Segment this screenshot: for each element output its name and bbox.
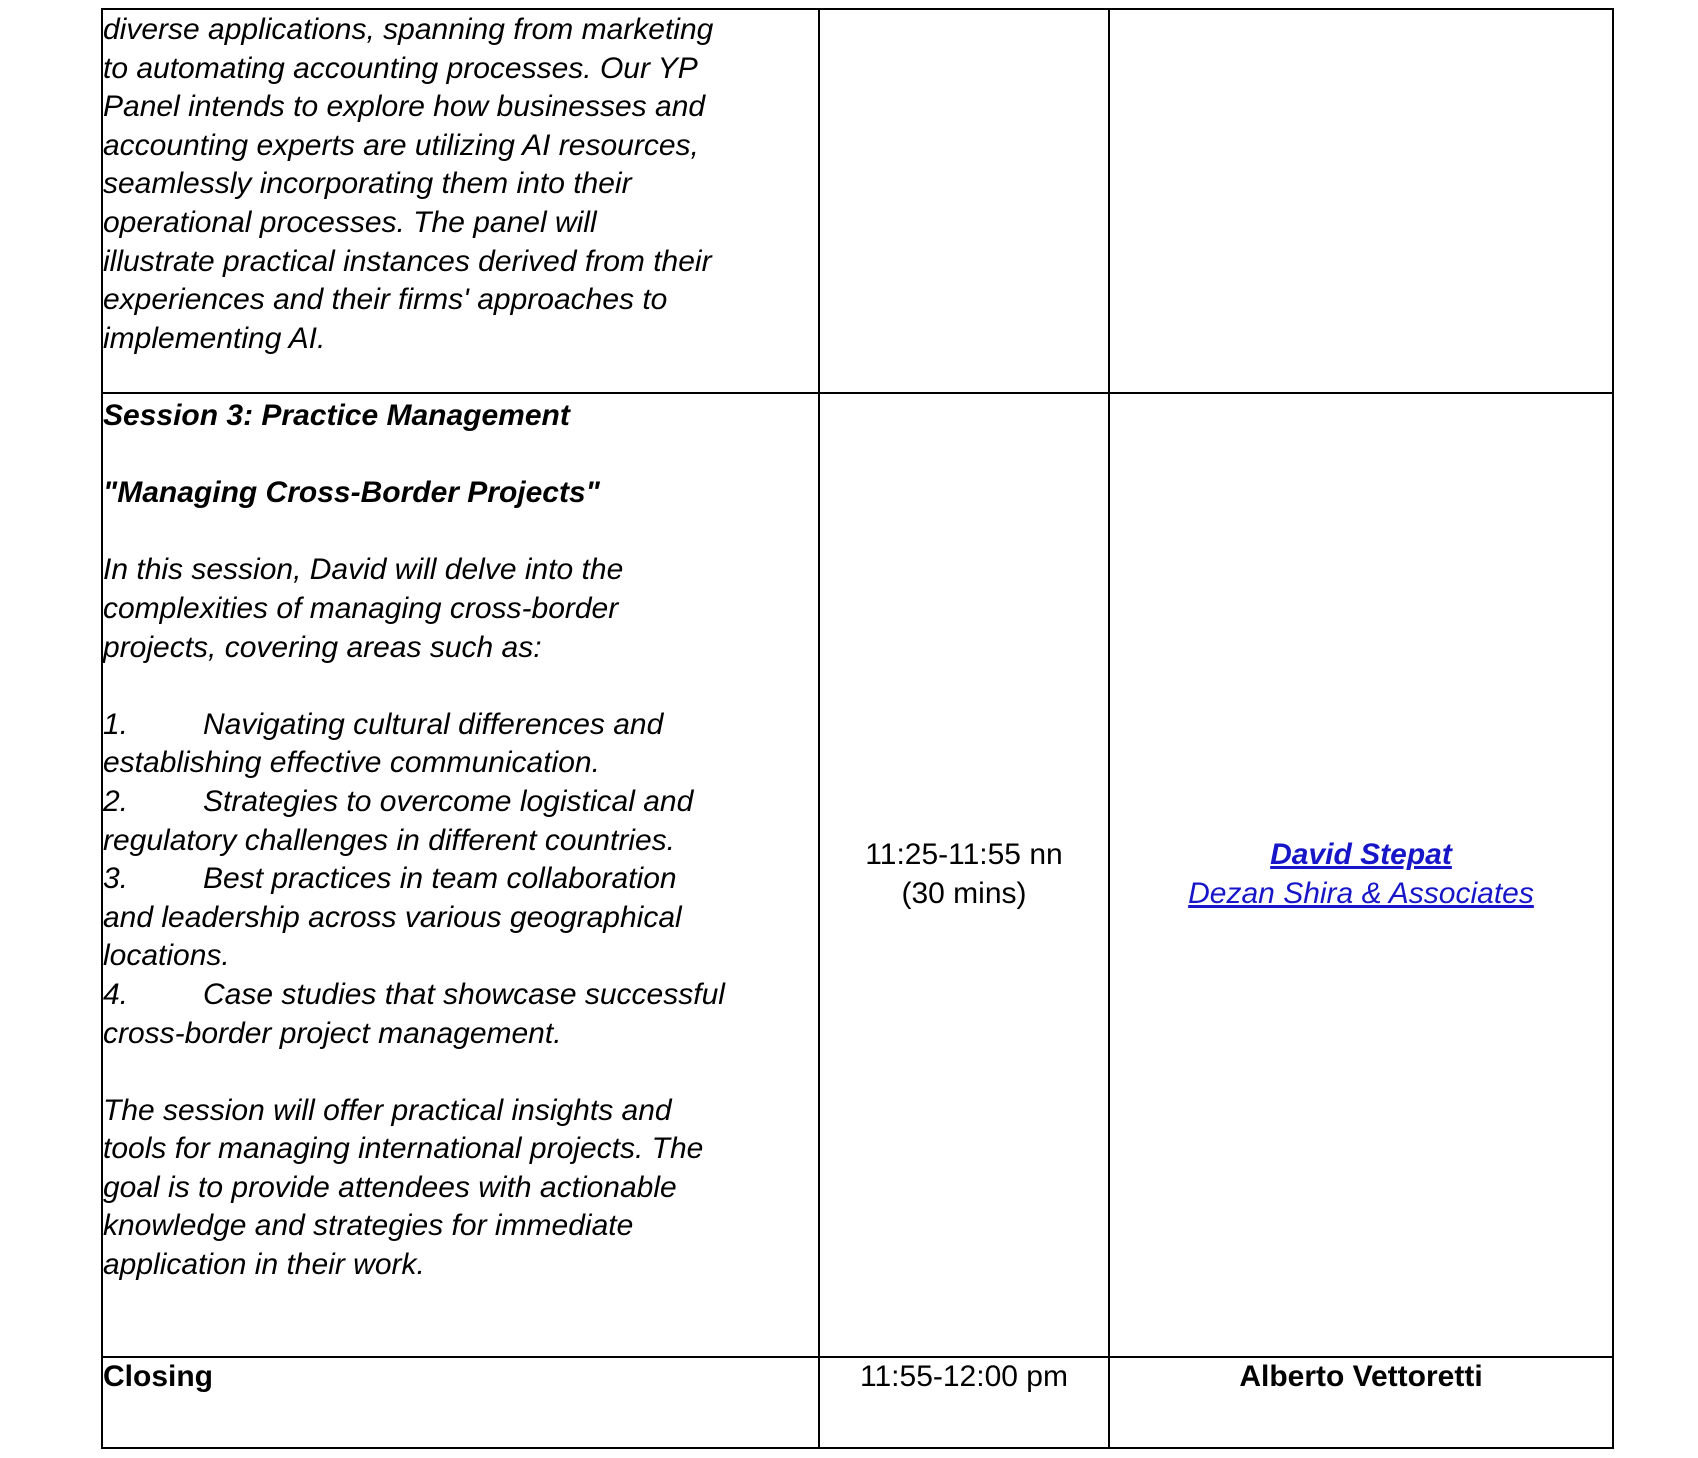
list-item-continuation: and leadership across various geographical bbox=[103, 900, 682, 934]
description-cell bbox=[102, 393, 819, 1357]
description-line: illustrate practical instances derived from their bbox=[103, 244, 712, 278]
description-line: diverse applications, spanning from marketing bbox=[103, 13, 714, 46]
talk-title: "Managing Cross-Border Projects" bbox=[103, 476, 600, 510]
list-number: 1. bbox=[103, 707, 129, 741]
intro-line: In this session, David will delve into the bbox=[103, 553, 624, 587]
speaker-org-link[interactable]: Dezan Shira & Associates bbox=[1188, 877, 1534, 910]
list-item-continuation: cross-border project management. bbox=[103, 1016, 562, 1050]
list-item-continuation: regulatory challenges in different countries. bbox=[103, 823, 675, 857]
list-item-continuation: establishing effective communication. bbox=[103, 746, 600, 780]
speaker-cell bbox=[1109, 393, 1613, 1357]
list-item-continuation: locations. bbox=[103, 939, 230, 973]
description-line: Panel intends to explore how businesses and bbox=[103, 90, 706, 124]
list-item: 1. Navigating cultural differences and bbox=[103, 706, 818, 745]
outro-line: knowledge and strategies for immediate bbox=[103, 1209, 634, 1243]
description-line: seamlessly incorporating them into their bbox=[103, 167, 632, 201]
table-row bbox=[102, 9, 1613, 393]
description-cell bbox=[102, 9, 819, 393]
description-line: accounting experts are utilizing AI resources, bbox=[103, 128, 699, 162]
list-item: 4. Case studies that showcase successful bbox=[103, 976, 818, 1015]
description-line: experiences and their firms' approaches to bbox=[103, 283, 668, 317]
description-line: operational processes. The panel will bbox=[103, 205, 597, 239]
session-time: 11:25-11:55 nn bbox=[865, 838, 1063, 872]
list-item: 2. Strategies to overcome logistical and bbox=[103, 783, 818, 822]
outro-line: tools for managing international projects. The bbox=[103, 1132, 704, 1166]
description-line: to automating accounting processes. Our YP bbox=[103, 51, 698, 85]
speaker-cell bbox=[1109, 9, 1613, 393]
closing-time: 11:55-12:00 pm bbox=[819, 1357, 1109, 1448]
table-row bbox=[102, 1357, 1613, 1448]
closing-speaker: Alberto Vettoretti bbox=[1109, 1357, 1613, 1448]
outro-line: The session will offer practical insights and bbox=[103, 1093, 672, 1127]
time-cell bbox=[819, 9, 1109, 393]
session-duration: (30 mins) bbox=[901, 877, 1027, 910]
speaker-name-link[interactable]: David Stepat bbox=[1270, 838, 1452, 872]
list-number: 2. bbox=[103, 784, 129, 818]
outro-line: application in their work. bbox=[103, 1248, 425, 1282]
description-line: implementing AI. bbox=[103, 321, 326, 355]
agenda-table bbox=[101, 8, 1614, 1449]
intro-line: projects, covering areas such as: bbox=[103, 630, 542, 664]
list-item: 3. Best practices in team collaboration bbox=[103, 860, 818, 899]
table-row bbox=[102, 393, 1613, 1357]
intro-line: complexities of managing cross-border bbox=[103, 591, 619, 625]
time-cell bbox=[819, 393, 1109, 1357]
closing-label: Closing bbox=[102, 1357, 819, 1448]
outro-line: goal is to provide attendees with actionable bbox=[103, 1170, 677, 1204]
session-title: Session 3: Practice Management bbox=[103, 399, 570, 432]
list-number: 4. bbox=[103, 977, 129, 1011]
list-number: 3. bbox=[103, 862, 129, 896]
